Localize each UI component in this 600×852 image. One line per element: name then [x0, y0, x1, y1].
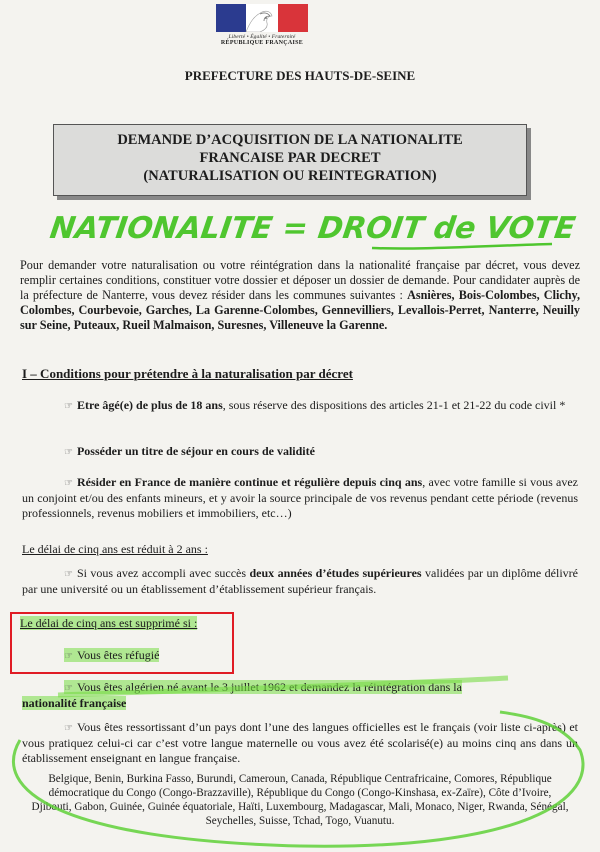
- red-highlight-box: [10, 612, 234, 674]
- algerian-condition-line2: [22, 696, 126, 711]
- condition-five-years-bold: Résider en France de manière continue et régulière depuis cinq ans: [76, 475, 423, 489]
- pointing-hand-icon: ☞: [64, 569, 73, 580]
- reduced-bold: deux années d’études supérieures: [249, 566, 422, 580]
- intro-text: Pour demander votre naturalisation ou votre réintégration dans la nationalité française par décret, vous devez remplir certaines conditions, constituer votre dossier et déposer un dossier de demande. Pour candidater auprès de la préfecture de Nanterre, vous devez résider dans les communes suivantes :: [20, 258, 580, 302]
- section-title: I – Conditions pour prétendre à la naturalisation par décret: [22, 366, 353, 381]
- document-title-box: [53, 124, 527, 196]
- pointing-hand-icon: ☞: [64, 651, 73, 662]
- title-line-3: (NATURALISATION OU REINTEGRATION): [143, 168, 437, 184]
- francophone-countries-list: Belgique, Benin, Burkina Fasso, Burundi, Cameroun, Canada, République Centrafricaine, Comores, République démocratique du Congo (Congo-Brazzaville), République du Congo (Congo-Kinshasa, ex-Zaïre), Côte d’Ivoire, Djibouti, Gabon, Guinée, Guinée équatoriale, Haïti, Luxembourg, Madagascar, Mali, Monaco, Niger, Rwanda, Sénégal, Seychelles, Suisse, Tchad, Togo, Vuanutu.: [31, 773, 569, 827]
- pointing-hand-icon: ☞: [64, 401, 73, 412]
- condition-residence-permit: [64, 444, 564, 460]
- algerian-condition: [22, 680, 578, 696]
- handwritten-annotation: [20, 202, 600, 258]
- condition-age: [22, 398, 578, 414]
- refugee-text: Vous êtes réfugié: [76, 648, 160, 662]
- reduced-pre: Si vous avez accompli avec succès: [76, 566, 250, 580]
- title-line-2: FRANCAISE PAR DECRET: [199, 150, 381, 166]
- handwritten-text: NATIONALITE = DROIT de VOTE: [47, 211, 578, 246]
- removed-delay-title-text: Le délai de cinq ans est supprimé si :: [20, 616, 198, 630]
- pointing-hand-icon: ☞: [64, 447, 73, 458]
- pointing-hand-icon: ☞: [64, 478, 73, 489]
- reduced-delay-condition: [22, 566, 578, 597]
- condition-age-rest: , sous réserve des dispositions des articles 21-1 et 21-22 du code civil *: [222, 398, 566, 412]
- condition-age-bold: Etre âgé(e) de plus de 18 ans: [76, 398, 223, 412]
- algerian-text: Vous êtes algérien né avant le 3 juillet 1962 et demandez la réintégration dans la: [76, 680, 462, 694]
- prefecture-heading: PREFECTURE DES HAUTS-DE-SEINE: [184, 68, 416, 83]
- title-line-1: DEMANDE D’ACQUISITION DE LA NATIONALITE: [117, 132, 463, 148]
- algerian-text-line2: nationalité française: [22, 696, 127, 710]
- language-condition: [22, 720, 578, 766]
- condition-permit-bold: Posséder un titre de séjour en cours de validité: [76, 444, 315, 458]
- republic-label: RÉPUBLIQUE FRANÇAISE: [220, 40, 304, 46]
- language-text: Vous êtes ressortissant d’un pays dont l’une des langues officielles est le français (voir liste ci-après) et vous pratiquez celui-ci car c’est votre langue maternelle ou vous avez été scolarisé(e) au moins cinq ans dans un établissement enseignant en langue française.: [22, 720, 578, 765]
- republique-francaise-logo: [216, 4, 308, 46]
- pointing-hand-icon: ☞: [64, 683, 73, 694]
- marianne-icon: [240, 6, 280, 32]
- condition-five-years-rest: , avec votre famille si vous avez un conjoint et/ou des enfants mineurs, et y avoir la source principale de vos revenus pendant cette période (revenus professionnels, revenus mobiliers et immobiliers, etc…): [22, 475, 578, 520]
- intro-paragraph: [20, 258, 580, 333]
- motto: Liberté • Égalité • Fraternité: [228, 34, 296, 40]
- pointing-hand-icon: ☞: [64, 723, 73, 734]
- condition-five-years: [22, 475, 578, 521]
- communes-list: Asnières, Bois-Colombes, Clichy, Colombes, Courbevoie, Garches, La Garenne-Colombes, Gennevilliers, Levallois-Perret, Nanterre, Neuilly sur Seine, Puteaux, Rueil Malmaison, Suresnes, Villeneuve la Garenne.: [20, 288, 580, 332]
- tricolor-flag: [216, 4, 308, 32]
- reduced-rest: validées par un diplôme délivré par une université ou un établissement d’établissement supérieur français.: [22, 566, 578, 596]
- reduced-delay-title: Le délai de cinq ans est réduit à 2 ans :: [22, 542, 208, 556]
